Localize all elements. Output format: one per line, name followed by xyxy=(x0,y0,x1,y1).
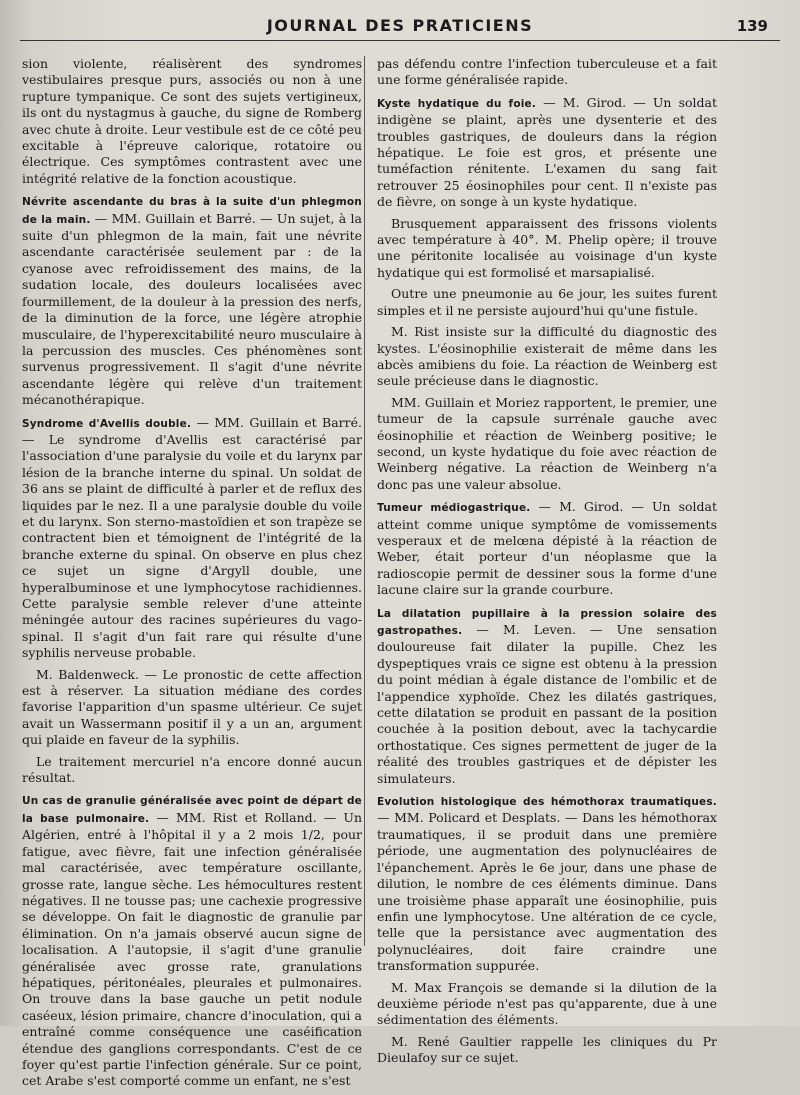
paragraph: Le traitement mercuriel n'a encore donné aucun résultat. xyxy=(22,753,362,786)
article-title: Evolution histologique des hémothorax traumatiques. xyxy=(377,796,717,809)
paragraph: pas défendu contre l'infection tuberculeuse et a fait une forme généralisée rapide. xyxy=(377,56,717,88)
article-tumeur xyxy=(377,499,717,598)
journal-title: JOURNAL DES PRATICIENS xyxy=(266,16,534,35)
article-title: Un cas de granulie généralisée avec point de départ de la base pulmonaire. xyxy=(22,795,362,825)
article-title: Syndrome d'Avellis double. xyxy=(22,417,192,430)
article-title: Névrite ascendante du bras à la suite d'un phlegmon de la main. xyxy=(22,196,362,226)
paragraph: M. René Gaultier rappelle les cliniques du Pr Dieulafoy sur ce sujet. xyxy=(377,1033,717,1066)
article-title: Kyste hydatique du foie. xyxy=(377,97,537,110)
article-text: — MM. Rist et Rolland. — Un Algérien, entré à l'hôpital il y a 2 mois 1/2, pour fatigue, avec fièvre, fait une infection généralisée mal caractérisée, avec température oscillante, grosse rate, langue sèche. Les hémocultures restent négatives. Il ne tousse pas; une cachexie progressive se développe. On fait le diagnostic de granulie par élimination. On n'a jamais observé aucun signe de localisation. A l'autopsie, il s'agit d'une granulie généralisée avec grosse rate, granulations hépatiques, péritonéales, pleurales et pulmonaires. On trouve dans la base gauche un petit nodule caséeux, lésion primaire, chancre d'inoculation, qui a entraîné comme conséquence une caséification étendue des ganglions correspondants. C'est de ce foyer qu'est partie l'infection générale. Sur ce point, cet Arabe s'est comporté comme un enfant, ne s'est xyxy=(22,809,363,1089)
left-column xyxy=(22,56,362,1095)
article-kyste xyxy=(377,95,717,493)
article-title: Tumeur médiogastrique. xyxy=(377,502,531,515)
paragraph: M. Baldenweck. — Le pronostic de cette affection est à réserver. La situation médiane des cordes favorise l'apparition d'un spasme ultérieur. Ce sujet avait un Wassermann positif il y a un an, argument qui plaide en faveur de la syphilis. xyxy=(22,666,362,748)
paragraph: MM. Guillain et Moriez rapportent, le premier, une tumeur de la capsule surrénale gauche avec éosinophilie et réaction de Weinberg positive; le second, un kyste hydatique du foie avec réaction de Weinberg négative. La réaction de Weinberg n'a donc pas une valeur absolue. xyxy=(377,394,717,492)
article-text: — MM. Guillain et Barré. — Le syndrome d'Avellis est caractérisé par l'association d'une paralysie du voile et du larynx par lésion de la branche interne du spinal. Un soldat de 36 ans se plaint de difficulté à parler et de reflux des liquides par le nez. Il a une paralysie double du voile et du larynx. Son sterno-mastoïdien et son trapèze se contractent bien et témoignent de l'intégrité de la branche externe du spinal. On observe en plus chez ce sujet un signe d'Argyll double, une hyperalbuminose et une lymphocytose rachidiennes. Cette paralysie semble relever d'une atteinte méningée autour des racines supérieures du vago-spinal. Il s'agit d'un fait rare qui résulte d'une syphilis nerveuse probable. xyxy=(22,414,362,661)
article-text: — M. Leven. — Une sensation douloureuse fait dilater la pupille. Chez les dyspeptiques vrais ce signe est obtenu à la pression du point médian à égale distance de l'ombilic et de l'appendice xyphoïde. Chez les dilatés gastriques, cette dilatation se produit en passant de la position couchée à la position debout, avec la tachycardie orthostatique. Ces signes permettent de juger de la réalité des troubles gastriques et de dépister les simulateurs. xyxy=(377,622,717,786)
paragraph: Brusquement apparaissent des frissons violents avec température à 40°. M. Phelip opère; il trouve une péritonite localisée au voisinage d'un kyste hydatique qui est formolisé et marsapialisé. xyxy=(377,215,717,280)
paragraph: Outre une pneumonie au 6e jour, les suites furent simples et il ne persiste aujourd'hui qu'une fistule. xyxy=(377,286,717,318)
page-number: 139 xyxy=(736,17,768,35)
article-text: — MM. Guillain et Barré. — Un sujet, à la suite d'un phlegmon de la main, fait une névrite ascendante caractérisée seulement par : de la cyanose avec refroidissement des mains, de la sudation locale, des douleurs localisées avec fourmillement, de la douleur à la pression des nerfs, de la diminution de la force, une légère atrophie musculaire, de l'hyperexcitabilité neuro musculaire à la percussion des muscles. Ces phénomènes sont survenus progressivement. Il s'agit d'une névrite ascendante légère qui relève d'un traitement mécanothérapique. xyxy=(22,210,362,408)
article-hemothorax xyxy=(377,793,717,1067)
article-title: La dilatation pupillaire à la pression solaire des gastropathes. xyxy=(377,607,717,637)
article-granulie xyxy=(22,792,362,1089)
article-text: — M. Girod. — Un soldat indigène se plaint, après une dysenterie et des troubles gastriques, de douleurs dans la région hépatique. Le foie est gros, et présente une tuméfaction rénitente. L'examen du sang fait retrouver 25 éosinophiles pour cent. Il n'existe pas de fièvre, on songe à un kyste hydatique. xyxy=(377,94,717,210)
column-divider xyxy=(364,56,365,946)
paragraph: M. Max François se demande si la dilution de la deuxième période n'est pas qu'apparente, due à une sédimentation des éléments. xyxy=(377,979,717,1028)
article-text: — MM. Policard et Desplats. — Dans les hémothorax traumatiques, il se produit dans une première période, une augmentation des polynucléaires de l'épanchement. Après le 6e jour, dans une phase de dilution, le nombre de ces éléments diminue. Dans une troisième phase apparaît une éosinophilie, puis enfin une lymphocytose. Une altération de ce cycle, telle que la persistance avec augmentation des polynucléaires, doit faire craindre une transformation suppurée. xyxy=(377,810,717,974)
article-avellis xyxy=(22,415,362,787)
article-text: — M. Girod. — Un soldat atteint comme unique symptôme de vomissements vesperaux et de melœna dépisté à la réaction de Weber, était porteur d'un néoplasme que la radioscopie permit de dessiner sous la forme d'une lacune claire sur la grande courbure. xyxy=(377,499,717,598)
running-header xyxy=(20,16,780,41)
article-dilatation xyxy=(377,605,717,787)
paragraph: sion violente, réalisèrent des syndromes vestibulaires presque purs, associés ou non à une rupture tympanique. Ce sont des sujets vertigineux, ils ont du nystagmus à gauche, du signe de Romberg avec chute à droite. Leur vestibule est de ce côté peu excitable à l'épreuve calorique, rotatoire ou électrique. Ces symptômes contrastent avec une intégrité relative de la fonction acoustique. xyxy=(22,56,362,186)
paragraph: M. Rist insiste sur la difficulté du diagnostic des kystes. L'éosinophilie existerait de même dans les abcès amibiens du foie. La réaction de Weinberg est seule précieuse dans le diagnostic. xyxy=(377,324,717,389)
right-column xyxy=(377,56,717,1072)
article-nevrite xyxy=(22,193,362,408)
